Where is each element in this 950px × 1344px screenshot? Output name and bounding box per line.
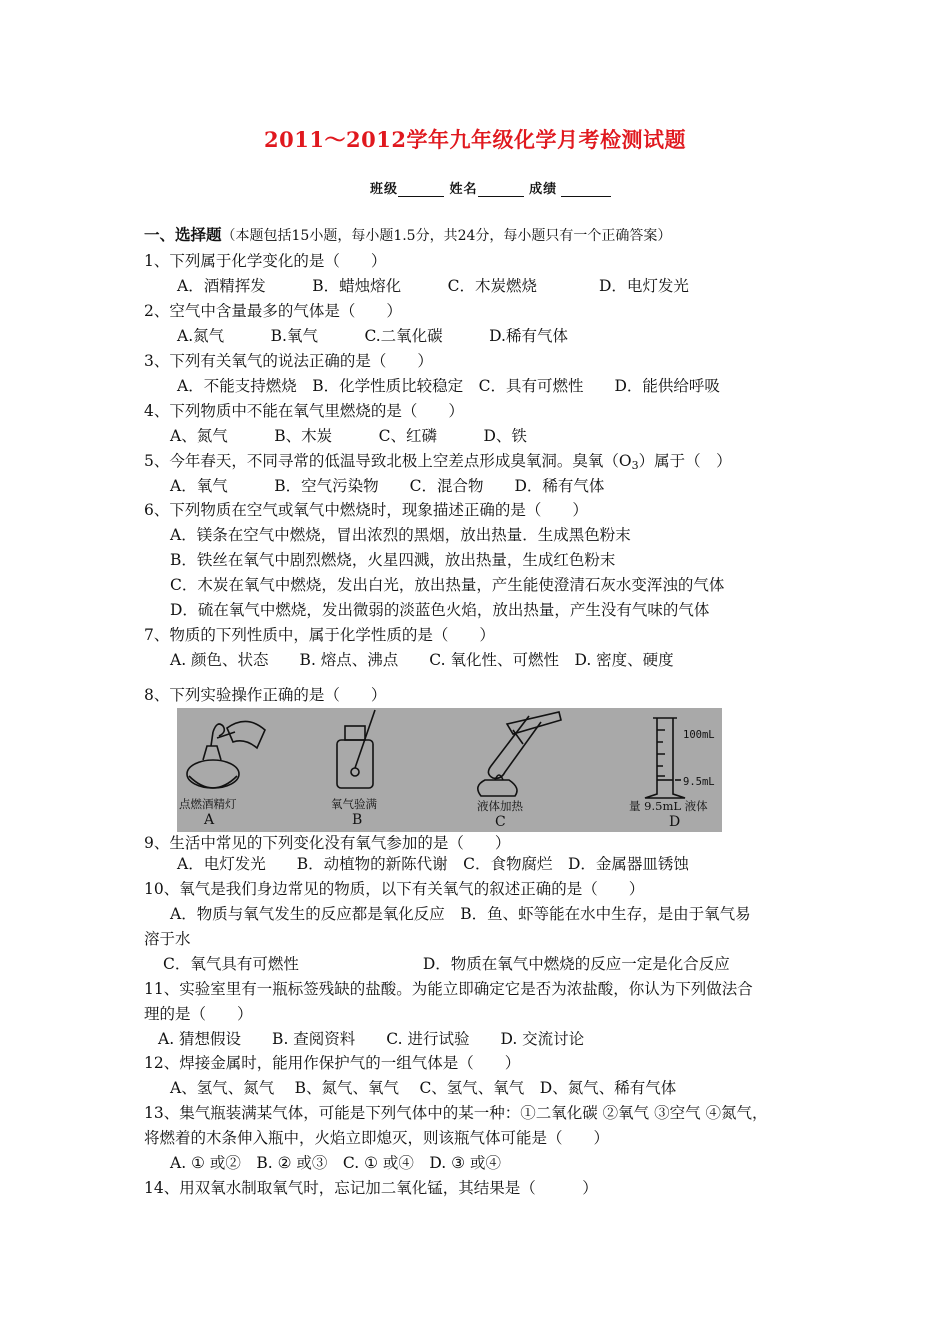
question-14: 14、用双氧水制取氧气时，忘记加二氧化锰，其结果是（ ） — [144, 1179, 598, 1197]
question-4: 4、下列物质中不能在氧气里燃烧的是（ ） — [144, 402, 464, 420]
question-4-options: A、氮气 B、木炭 C、红磷 D、铁 — [170, 427, 527, 445]
question-5-text: 5、今年春天，不同寻常的低温导致北极上空差点形成臭氧洞。臭氧（O — [144, 452, 632, 470]
question-10-option-cd: C．氧气具有可燃性 D．物质在氧气中燃烧的反应一定是化合反应 — [163, 955, 730, 973]
question-6-option-b: B．铁丝在氧气中剧烈燃烧，火星四溅，放出热量，生成红色粉末 — [170, 551, 616, 569]
question-13-cont: 将燃着的木条伸入瓶中，火焰立即熄灭，则该瓶气体可能是（ ） — [144, 1129, 610, 1147]
score-label: 成绩 — [529, 182, 558, 197]
question-10: 10、氧气是我们身边常见的物质，以下有关氧气的叙述正确的是（ ） — [144, 880, 645, 898]
figure-label-d: 量 9.5mL 液体 — [629, 799, 708, 813]
question-8: 8、下列实验操作正确的是（ ） — [144, 686, 387, 704]
question-2-options: A.氮气 B.氧气 C.二氧化碳 D.稀有气体 — [177, 327, 568, 345]
question-9-options: A．电灯发光 B．动植物的新陈代谢 C．食物腐烂 D．金属器皿锈蚀 — [177, 855, 689, 873]
question-3: 3、下列有关氧气的说法正确的是（ ） — [144, 352, 433, 370]
question-12: 12、焊接金属时，能用作保护气的一组气体是（ ） — [144, 1054, 521, 1072]
question-10-option-ab: A．物质与氧气发生的反应都是氧化反应 B．鱼、虾等能在水中生存，是由于氧气易 — [170, 905, 751, 923]
question-9: 9、生活中常见的下列变化没有氧气参加的是（ ） — [144, 834, 511, 852]
figure-label-c: 液体加热 — [477, 799, 523, 813]
figure-letter-c: C — [495, 814, 506, 830]
question-13: 13、集气瓶装满某气体，可能是下列气体中的某一种：①二氧化碳 ②氧气 ③空气 ④氮气， — [144, 1104, 768, 1122]
question-10-option-ab-cont: 溶于水 — [144, 930, 191, 948]
question-6-option-c: C．木炭在氧气中燃烧，发出白光，放出热量，产生能使澄清石灰水变浑浊的气体 — [170, 576, 725, 594]
test-tube-heating-drawing — [478, 712, 561, 796]
question-6-option-d: D．硫在氧气中燃烧，发出微弱的淡蓝色火焰，放出热量，产生没有气味的气体 — [170, 601, 710, 619]
question-13-options: A. ① 或② B. ② 或③ C. ① 或④ D. ③ 或④ — [170, 1154, 501, 1172]
section-note: （本题包括15小题，每小题1.5分，共24分，每小题只有一个正确答案） — [221, 228, 672, 244]
experiment-figure — [177, 708, 722, 832]
question-2: 2、空气中含量最多的气体是（ ） — [144, 302, 402, 320]
question-1: 1、下列属于化学变化的是（ ） — [144, 252, 387, 270]
question-11-options: A. 猜想假设 B. 查阅资料 C. 进行试验 D. 交流讨论 — [158, 1030, 585, 1048]
section-heading — [144, 225, 671, 246]
class-blank[interactable] — [398, 182, 444, 197]
question-5-tail: ）属于（ ） — [638, 452, 732, 470]
question-7: 7、物质的下列性质中，属于化学性质的是（ ） — [144, 626, 495, 644]
question-5 — [144, 451, 732, 476]
student-info-row — [370, 178, 611, 197]
figure-letter-b: B — [352, 812, 363, 828]
question-12-options: A、氢气、氮气 B、氮气、氧气 C、氢气、氧气 D、氮气、稀有气体 — [170, 1079, 677, 1097]
question-3-options: A．不能支持燃烧 B．化学性质比较稳定 C．具有可燃性 D．能供给呼吸 — [177, 377, 720, 395]
alcohol-lamp-drawing — [187, 721, 265, 788]
question-1-options: A．酒精挥发 B．蜡烛熔化 C．木炭燃烧 D．电灯发光 — [177, 277, 689, 295]
question-7-options: A. 颜色、状态 B. 熔点、沸点 C. 氧化性、可燃性 D. 密度、硬度 — [170, 651, 674, 669]
question-6-option-a: A．镁条在空气中燃烧，冒出浓烈的黑烟，放出热量．生成黑色粉末 — [170, 526, 631, 544]
name-blank[interactable] — [478, 182, 524, 197]
graduated-cylinder-drawing — [645, 718, 685, 798]
question-5-options: A．氧气 B．空气污染物 C．混合物 D．稀有气体 — [170, 477, 605, 495]
figure-label-a: 点燃酒精灯 — [179, 797, 237, 811]
section-title: 一、选择题 — [144, 225, 222, 244]
question-6: 6、下列物质在空气或氧气中燃烧时，现象描述正确的是（ ） — [144, 501, 588, 519]
figure-letter-a: A — [204, 812, 215, 828]
question-11-cont: 理的是（ ） — [144, 1005, 253, 1023]
figure-letter-d: D — [669, 814, 681, 830]
cylinder-scale-mark: 9.5mL — [683, 776, 715, 788]
figure-label-b: 氧气验满 — [331, 797, 377, 811]
cylinder-scale-top: 100mL — [683, 729, 715, 741]
name-label: 姓名 — [449, 182, 478, 197]
question-11: 11、实验室里有一瓶标签残缺的盐酸。为能立即确定它是否为浓盐酸，你认为下列做法合 — [144, 980, 753, 998]
page-title: 2011～2012学年九年级化学月考检测试题 — [264, 127, 686, 152]
gas-bottle-drawing — [337, 710, 375, 788]
score-blank[interactable] — [561, 182, 611, 197]
class-label: 班级 — [370, 182, 399, 197]
ozone-subscript: 3 — [631, 459, 639, 472]
